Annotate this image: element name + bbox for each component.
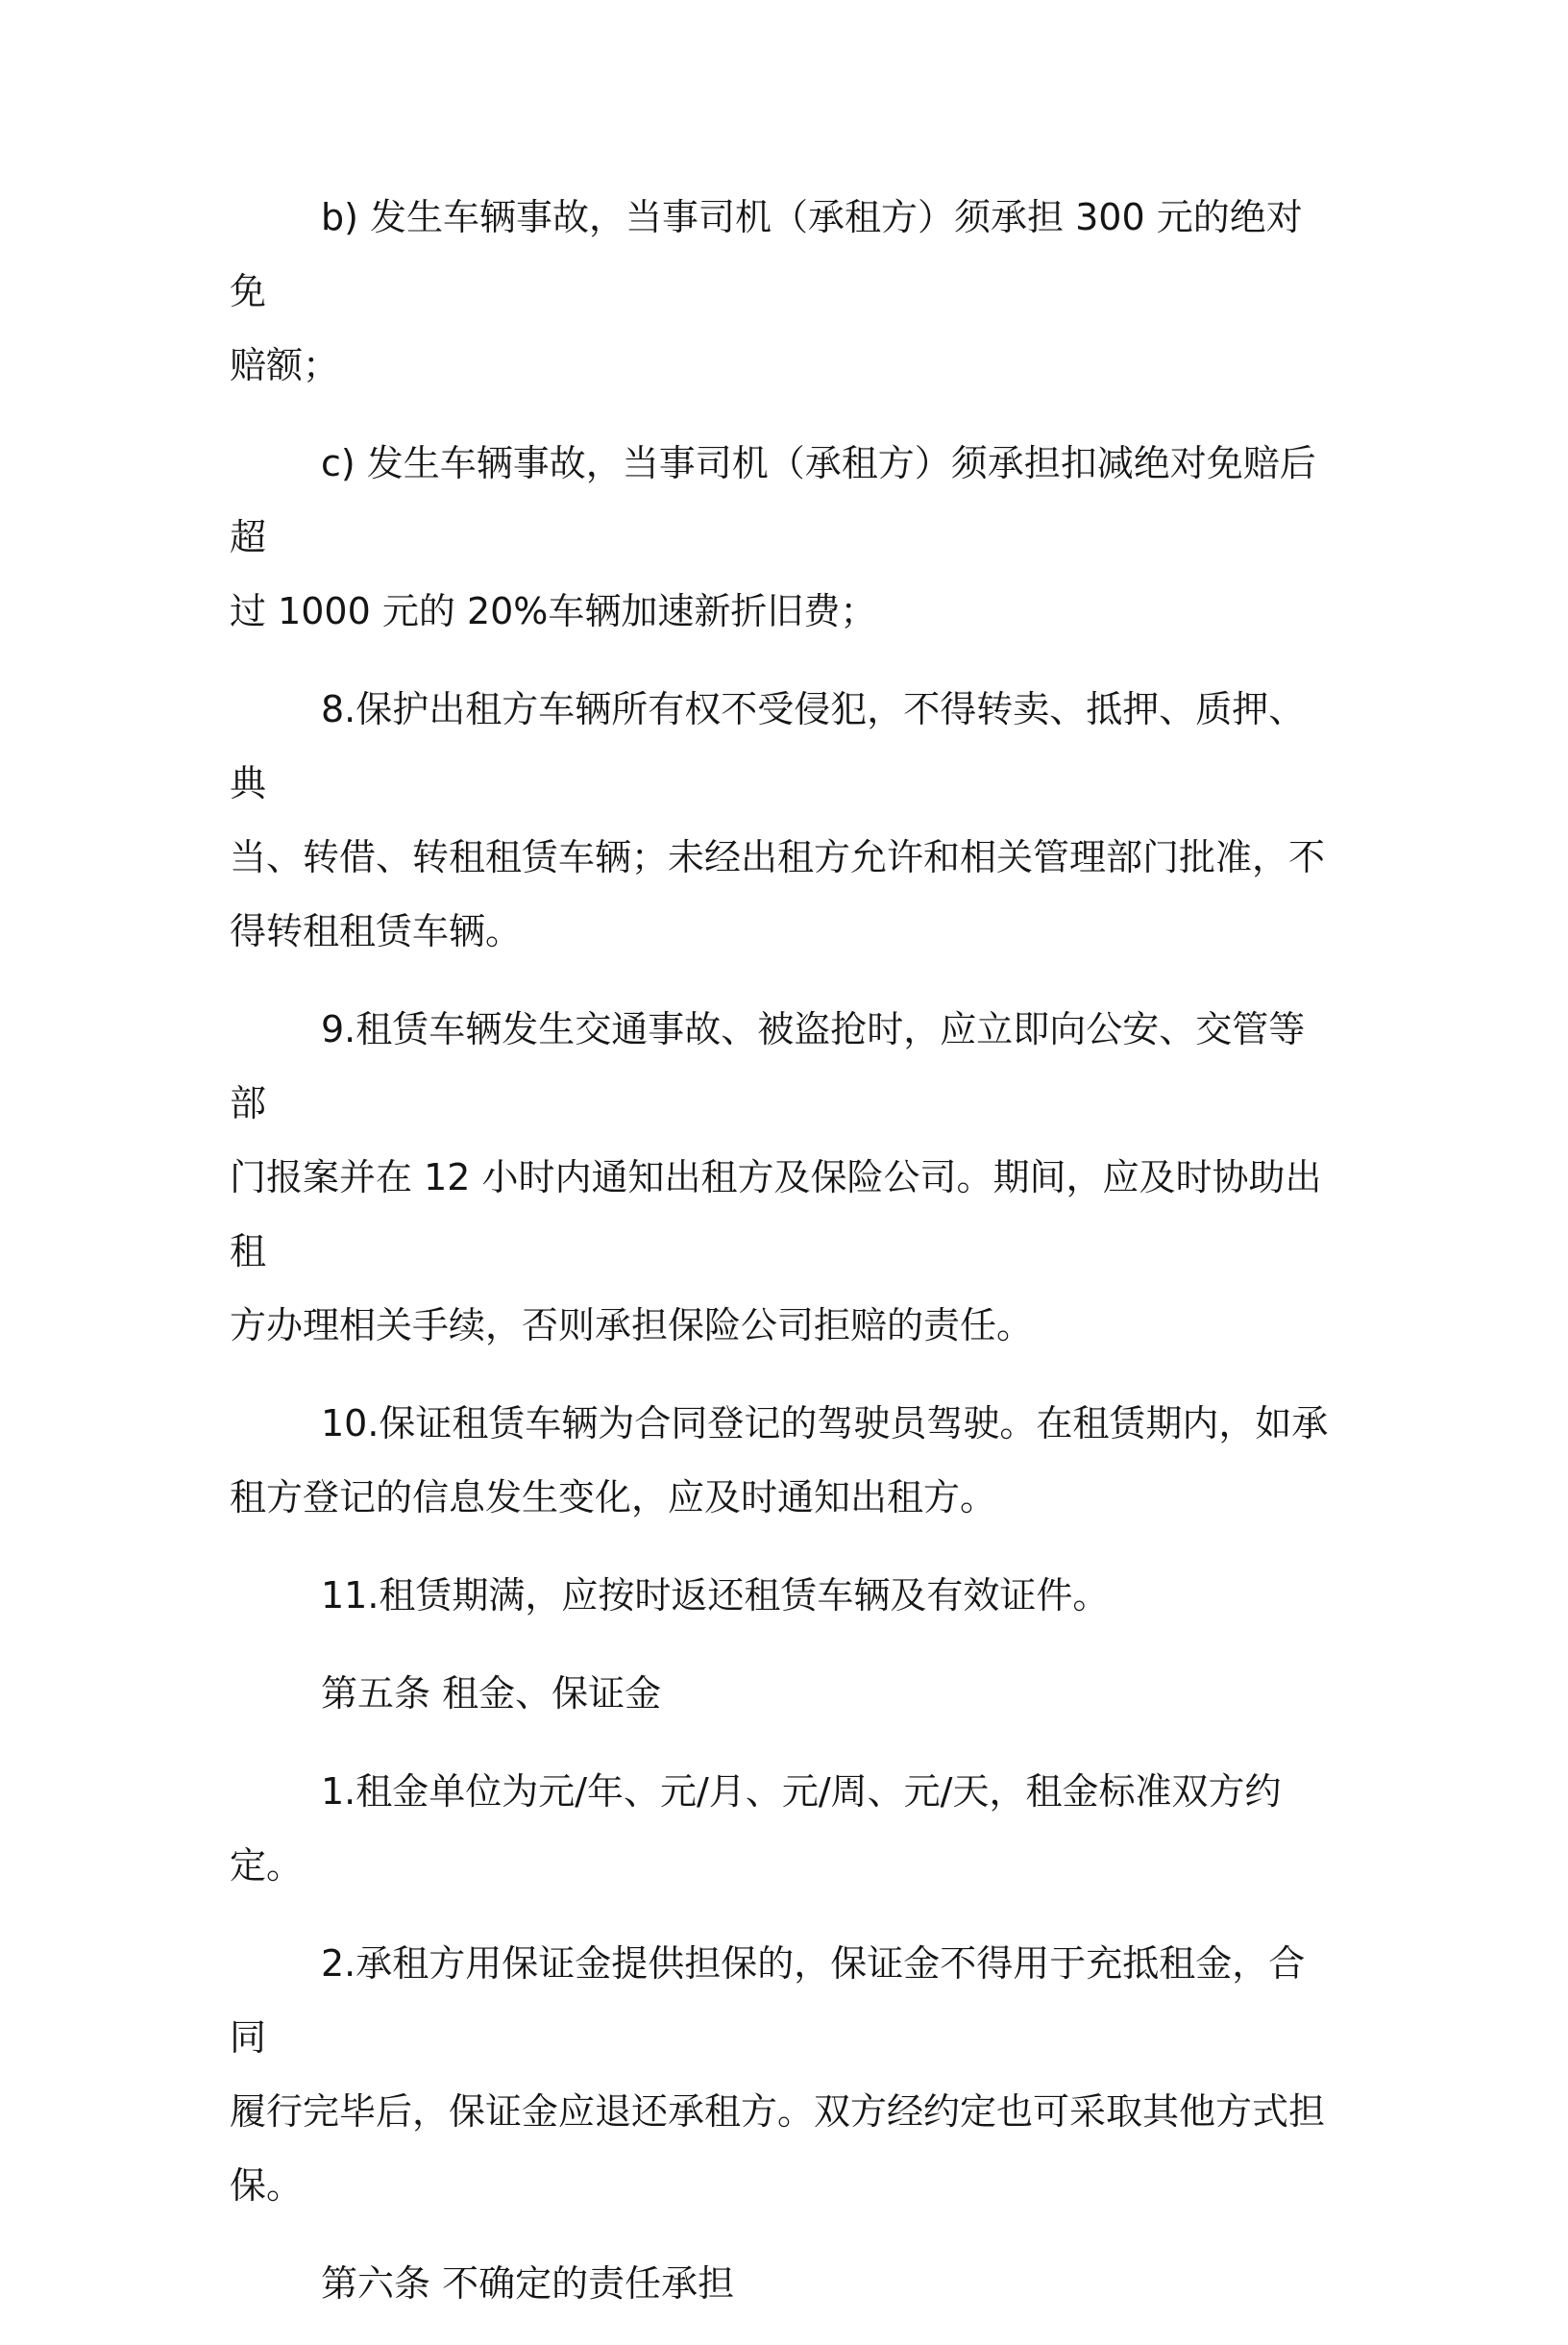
text-line: 履行完毕后，保证金应退还承租方。双方经约定也可采取其他方式担 (230, 2090, 1326, 2133)
text-line: 8.保护出租方车辆所有权不受侵犯，不得转卖、抵押、质押、典 (230, 688, 1306, 804)
text-line: 保。 (230, 2164, 304, 2207)
text-line: 赔额； (230, 344, 340, 386)
paragraph-1-rent-units (230, 1755, 1335, 1903)
paragraph-8-ownership (230, 673, 1335, 969)
paragraph-2-deposit (230, 1927, 1335, 2223)
paragraph-10-registered-driver (230, 1387, 1335, 1535)
text-line: 租方登记的信息发生变化，应及时通知出租方。 (230, 1476, 997, 1518)
text-line: 第五条 租金、保证金 (321, 1672, 662, 1715)
paragraph-c-depreciation (230, 427, 1335, 649)
text-line: 2.承租方用保证金提供担保的，保证金不得用于充抵租金，合同 (230, 1942, 1306, 2059)
text-line: 当、转借、转租租赁车辆；未经出租方允许和相关管理部门批准，不 (230, 836, 1326, 878)
text-line: 10.保证租赁车辆为合同登记的驾驶员驾驶。在租赁期内，如承 (321, 1402, 1329, 1444)
text-line: 过 1000 元的 20%车辆加速新折旧费； (230, 590, 877, 632)
document-body (230, 181, 1335, 2345)
section-heading-article-5 (230, 1657, 1335, 1731)
text-line: b) 发生车辆事故，当事司机（承租方）须承担 300 元的绝对免 (230, 196, 1303, 312)
text-line: 第六条 不确定的责任承担 (321, 2262, 735, 2305)
text-line: 9.租赁车辆发生交通事故、被盗抢时，应立即向公安、交管等部 (230, 1008, 1306, 1124)
section-heading-article-6 (230, 2247, 1335, 2321)
text-line: 11.租赁期满，应按时返还租赁车辆及有效证件。 (321, 1574, 1110, 1617)
text-line: 得转租租赁车辆。 (230, 910, 523, 952)
paragraph-11-return-vehicle (230, 1559, 1335, 1633)
text-line: 方办理相关手续，否则承担保险公司拒赔的责任。 (230, 1304, 1034, 1346)
paragraph-9-accident-report (230, 993, 1335, 1363)
text-line: c) 发生车辆事故，当事司机（承租方）须承担扣减绝对免赔后超 (230, 442, 1316, 558)
text-line: 1.租金单位为元/年、元/月、元/周、元/天，租金标准双方约定。 (230, 1770, 1282, 1887)
paragraph-b-deductible (230, 181, 1335, 403)
text-line: 门报案并在 12 小时内通知出租方及保险公司。期间，应及时协助出租 (230, 1156, 1322, 1272)
